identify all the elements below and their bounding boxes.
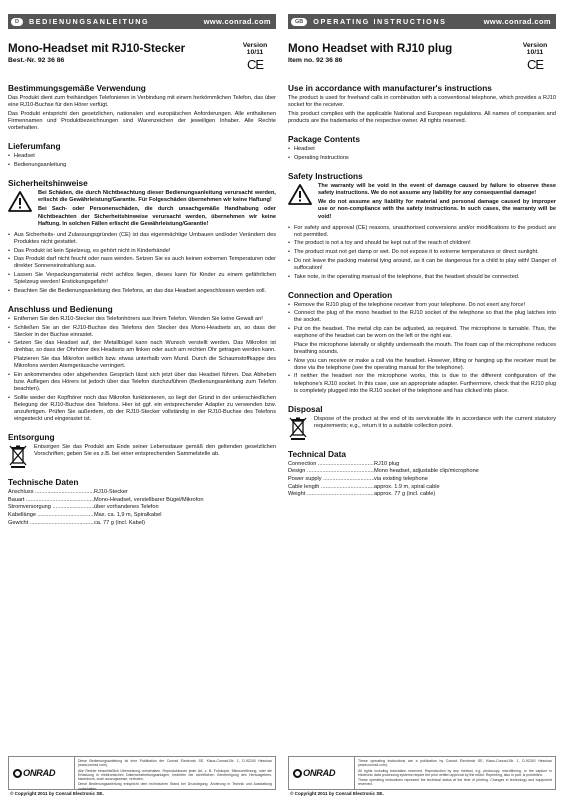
section-heading-intended-use: Bestimmungsgemäße Verwendung	[8, 83, 146, 93]
list-item: • Sollte weder der Kopfhörer noch das Mikrofon funktionieren, so liegt der Grund in der unterschiedlichen Belegung der RJ10-Buchse des Telefons. Hier ist ggf. ein entsprechender Adapter zu verwenden bzw. anzufertigen. Prüfen Sie außerdem, ob der RJ10-Stecker vollständig in der RJ10-Buchse des Telefons eingesteckt und eingerastet ist.	[8, 395, 276, 423]
section-heading-contents: Package Contents	[288, 134, 360, 145]
warning-triangle-icon	[288, 184, 312, 205]
warning-paragraph: We do not assume any liability for material and personal damage caused by improper use or non-compliance with the safety instructions. In such cases, the warranty will be void!	[318, 199, 556, 220]
warning-paragraph: Bei Schäden, die durch Nichtbeachtung dieser Bedienungsanleitung verursacht werden, erlischt die Gewährleistung/Garantie. Für Folgeschäden übernehmen wir keine Haftung!	[38, 190, 276, 204]
warning-paragraph: The warranty will be void in the event of damage caused by failure to observe these safety instructions. We do not assume any liability for any consequential damage!	[318, 183, 556, 197]
list-item: • Take note, in the operating manual of the telephone, that the headset should be connected.	[288, 274, 556, 281]
list-item: • Headset	[8, 153, 276, 160]
list-item: • If neither the headset nor the microphone works, this is due to the different configuration of the telephone's RJ10 socket. In this case, use an appropriate adapter. Furthermore, check that the RJ10 plug is completely plugged into the RJ10 socket of the telephone and has clicked into place.	[288, 373, 556, 394]
paragraph: Das Produkt entspricht den gesetzlichen, nationalen und europäischen Anforderungen. Alle enthaltenen Firmennamen und Produktbezeichnungen sind Warenzeichen der jeweiligen Inhaber. Alle Rechte vorbehalten.	[8, 111, 276, 132]
list-item: • The product must not get damp or wet. Do not expose it to extreme temperatures or direct sunlight.	[288, 249, 556, 256]
paragraph: Das Produkt dient zum freihändigen Telefonieren in Verbindung mit einem herkömmlichen Telefon, das über eine RJ10-Buchse für den Hörer verfügt.	[8, 95, 276, 109]
imprint-text: These operating instructions are a publication by Conrad Electronic SE, Klaus-Conrad-Str. 1, D-92240 Hirschau (www.conrad.com). All rights including translation reserved. Reproduction by any method, e.g. photocopy, microfilming, or the capture in electronic data processing systems require the prior written approval by the editor. Reprinting, also in part, is prohibited. These operating instructions represent the technical status at the time of printing. Changes in technology and equipment reserved.	[358, 759, 552, 787]
section-heading-intended-use: Use in accordance with manufacturer's instructions	[288, 83, 492, 93]
section-heading-technical: Technical Data	[288, 448, 346, 459]
list-item: • Do not leave the packing material lying around, as it can be dangerous for a child to play with! Danger of suffocation!	[288, 258, 556, 272]
language-badge: D	[11, 18, 23, 26]
version-label: Version 10/11	[522, 42, 548, 56]
list-item: • Headset	[288, 146, 556, 153]
list-item: • Operating Instructions	[288, 155, 556, 162]
column-english	[288, 14, 556, 499]
conrad-logo: ONRAD	[9, 757, 75, 789]
safety-list	[8, 232, 276, 295]
conrad-logo: ONRAD	[289, 757, 355, 789]
paragraph: This product complies with the applicable National and European regulations. All names of companies and products are the trademarks of the respective owner. All rights reserved.	[288, 111, 556, 125]
header-label: BEDIENUNGSANLEITUNG	[28, 16, 150, 26]
contents-list	[8, 153, 276, 169]
section-heading-safety: Safety Instructions	[288, 171, 363, 182]
section-heading-contents: Lieferumfang	[8, 141, 61, 152]
product-title: Mono-Headset mit RJ10-Stecker	[8, 42, 186, 55]
version-label: Version 10/11	[242, 42, 268, 56]
item-number: Best.-Nr. 92 36 86	[8, 57, 65, 64]
list-item: • Connect the plug of the mono headset to the RJ10 socket of the telephone so that the plug latches into the socket.	[288, 310, 556, 324]
title-block	[288, 42, 556, 74]
warning-block	[8, 190, 276, 229]
header-bar	[8, 14, 276, 29]
section-heading-technical: Technische Daten	[8, 477, 79, 488]
spec-row: Cable length ..... approx. 1.9 m, spiral cable	[288, 484, 556, 492]
contents-list	[288, 146, 556, 162]
list-item: • Aus Sicherheits- und Zulassungsgründen (CE) ist das eigenmächtige Umbauen und/oder Verändern des Produktes nicht gestattet.	[8, 232, 276, 246]
list-item: • Das Produkt darf nicht feucht oder nass werden. Setzen Sie es auch keinen extremen Temperaturen oder direkter Sonneneinstrahlung aus.	[8, 256, 276, 270]
version-block	[234, 42, 276, 72]
spec-row: Stromversorgung ..... über vorhandenes Telefon	[8, 504, 276, 512]
list-item: • The product is not a toy and should be kept out of the reach of children!	[288, 240, 556, 247]
logo-c-icon	[293, 769, 302, 778]
section-heading-safety: Sicherheitshinweise	[8, 178, 88, 189]
header-bar	[288, 14, 556, 29]
spec-row: Kabellänge ..... Max. ca. 1,9 m, Spiralkabel	[8, 512, 276, 520]
website-link[interactable]: www.conrad.com	[203, 17, 271, 26]
header-label: OPERATING INSTRUCTIONS	[313, 16, 447, 26]
warning-triangle-icon	[8, 191, 32, 212]
disposal-block	[288, 416, 556, 440]
disposal-block	[8, 444, 276, 468]
ce-mark-icon: CE	[246, 57, 264, 72]
warning-block	[288, 183, 556, 222]
section-heading-connection: Connection and Operation	[288, 289, 393, 300]
list-item: • Setzen Sie das Headset auf, der Metallbügel kann nach Wunsch verstellt werden. Das Mikrofon ist drehbar, so dass der Ohrhörer des Headsets am linken oder auch am rechten Ohr getragen werden kann. Platzieren Sie das Mikrofon seitlich bzw. etwas unterhalb vom Mund. Durch die Schaumstoffkappe des Mikrofons werden Atemgeräusche verringert.	[8, 340, 276, 370]
paragraph: Dispose of the product at the end of its serviceable life in accordance with the current statutory requirements; e.g., return it to a suitable collection point.	[314, 415, 556, 429]
list-item: • Remove the RJ10 plug of the telephone receiver from your telephone. Do not exert any force!	[288, 302, 556, 309]
spec-row: Connection ..... RJ10 plug	[288, 461, 556, 469]
section-heading-disposal: Disposal	[288, 403, 323, 414]
title-block	[8, 42, 276, 74]
crossed-bin-icon	[288, 416, 308, 440]
paragraph: Entsorgen Sie das Produkt am Ende seiner Lebensdauer gemäß den geltenden gesetzlichen Vorschriften; geben Sie es z.B. bei einer entsprechenden Sammelstelle ab.	[34, 444, 276, 458]
version-block	[514, 42, 556, 72]
connection-list	[288, 302, 556, 395]
warning-paragraph: Bei Sach- oder Personenschäden, die durch unsachgemäße Handhabung oder Nichtbeachten der Sicherheitshinweise verursacht werden, übernehmen wir keine Haftung. In solchen Fällen erlischt die Gewährleistung/Garantie!	[38, 206, 276, 227]
spec-row: Design ..... Mono headset, adjustable clip/microphone	[288, 468, 556, 476]
list-item: • Lassen Sie Verpackungsmaterial nicht achtlos liegen, dieses kann für Kinder zu einem gefährlichen Spielzeug werden! Erstickungsgefahr!	[8, 272, 276, 286]
section-heading-connection: Anschluss und Bedienung	[8, 303, 113, 314]
ce-mark-icon: CE	[526, 57, 544, 72]
imprint-box	[8, 756, 276, 790]
imprint-box	[288, 756, 556, 790]
website-link[interactable]: www.conrad.com	[483, 17, 551, 26]
list-item: • Now you can receive or make a call via the headset. However, lifting or hanging up the receiver must be done via the telephone (see the operating manual for the telephone).	[288, 358, 556, 372]
crossed-bin-icon	[8, 444, 28, 468]
spec-row: Weight ..... approx. 77 g (incl. cable)	[288, 491, 556, 499]
list-item: • Put on the headset. The metal clip can be adjusted, as required. The microphone is turnable. Thus, the earphone of the headset can be worn on the left or the right ear. Place the microphone laterally or slightly underneath the mouth. The foam cap of the microphone reduces breathing sounds.	[288, 326, 556, 356]
list-item: • Entfernen Sie den RJ10-Stecker des Telefonhörers aus Ihrem Telefon. Wenden Sie keine Gewalt an!	[8, 316, 276, 323]
column-german	[8, 14, 276, 527]
logo-c-icon	[13, 769, 22, 778]
spec-table	[288, 461, 556, 499]
spec-row: Power supply ..... via existing telephone	[288, 476, 556, 484]
list-item: • Beachten Sie die Bedienungsanleitung des Telefons, an das das Headset angeschlossen werden soll.	[8, 288, 276, 295]
item-number: Item no. 92 36 86	[288, 57, 343, 64]
safety-list	[288, 225, 556, 281]
warning-text	[318, 183, 556, 222]
copyright: © Copyright 2011 by Conrad Electronic SE.	[290, 791, 384, 796]
warning-text	[38, 190, 276, 229]
list-item: • Das Produkt ist kein Spielzeug, es gehört nicht in Kinderhände!	[8, 248, 276, 255]
spec-row: Gewicht ..... ca. 77 g (incl. Kabel)	[8, 520, 276, 528]
product-title: Mono Headset with RJ10 plug	[288, 42, 453, 55]
paragraph: The product is used for freehand calls in combination with a conventional telephone, which provides a RJ10 socket for the receiver.	[288, 95, 556, 109]
spec-row: Bauart ..... Mono-Headset, verstellbarer Bügel/Mikrofon	[8, 497, 276, 505]
section-heading-disposal: Entsorgung	[8, 432, 55, 443]
imprint-text: Diese Bedienungsanleitung ist eine Publikation der Conrad Electronic SE, Klaus-Conrad-Str. 1, D-92240 Hirschau (www.conrad.com). Alle Rechte einschließlich Übersetzung vorbehalten. Reproduktionen jeder Art, z. B. Fotokopie, Mikroverfilmung, oder die Erfassung in elektronischen Datenverarbeitungsanlagen, bedürfen der schriftlichen Genehmigung des Herausgebers. Nachdruck, auch auszugsweise, verboten. Diese Bedienungsanleitung entspricht dem technischen Stand bei Drucklegung. Änderung in Technik und Ausstattung vorbehalten.	[78, 759, 272, 791]
list-item: • Bedienungsanleitung	[8, 162, 276, 169]
spec-table	[8, 489, 276, 527]
list-item: • Ein ankommendes oder abgehendes Gespräch lässt sich jetzt über das Headset führen. Das Abheben bzw. Auflegen des Hörers ist jedoch über das Telefon durchzuführen (Bedienungsanleitung zum Telefon beachten).	[8, 372, 276, 393]
copyright: © Copyright 2011 by Conrad Electronic SE.	[10, 791, 104, 796]
language-badge: GB	[291, 18, 307, 26]
spec-row: Anschluss ..... RJ10-Stecker	[8, 489, 276, 497]
connection-list	[8, 316, 276, 423]
list-item: • Schließen Sie an der RJ10-Buchse des Telefons den Stecker des Mono-Headsets an, so dass der Stecker in der Buchse einrastet.	[8, 325, 276, 339]
list-item: • For safety and approval (CE) reasons, unauthorised conversions and/or modifications to the product are not permitted.	[288, 225, 556, 239]
